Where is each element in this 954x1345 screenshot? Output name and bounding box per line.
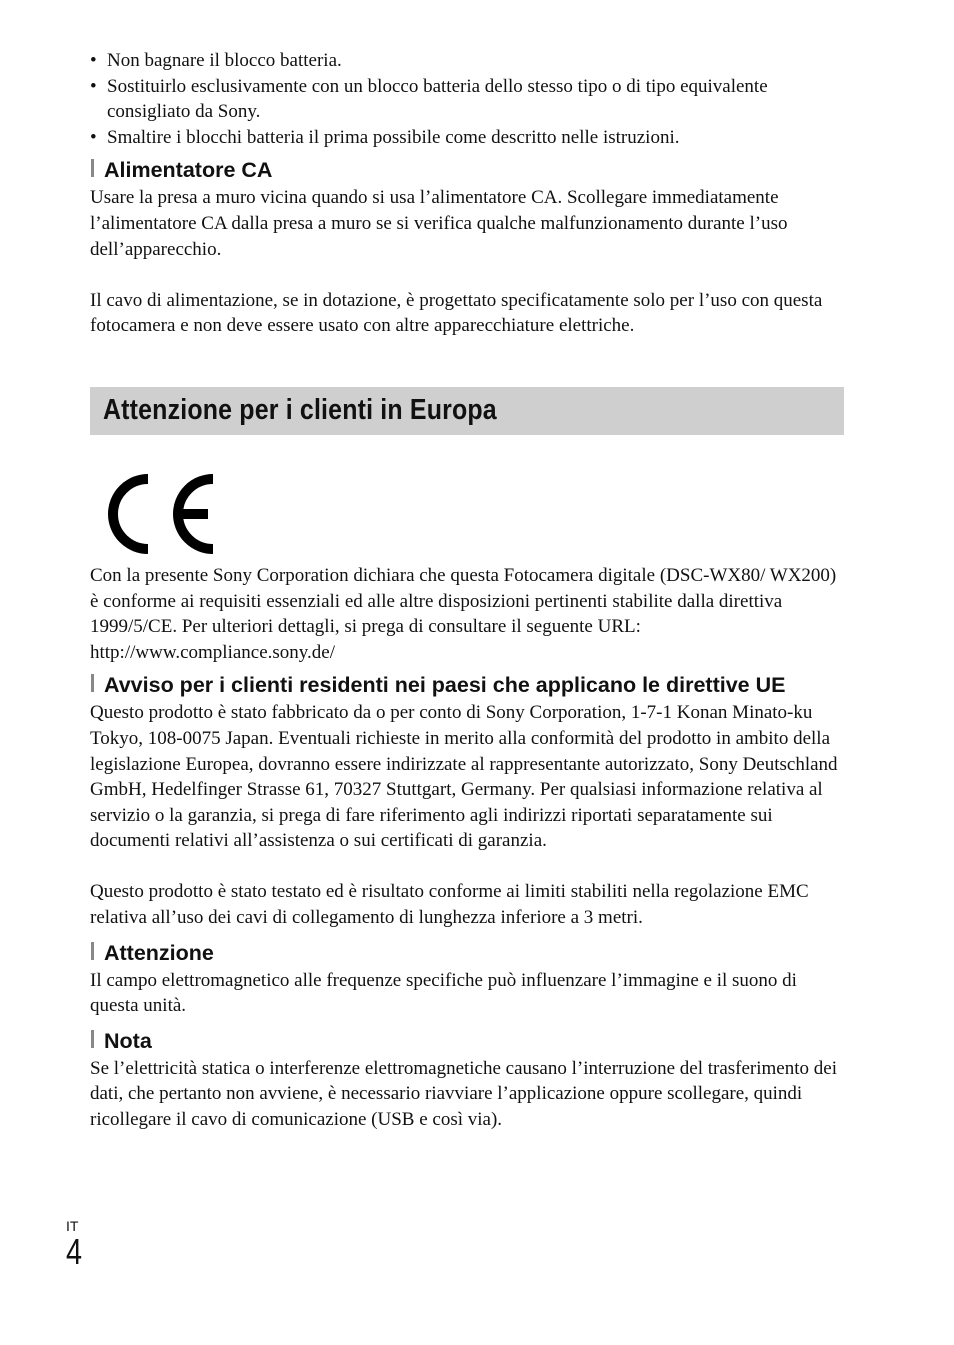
eu-notice-paragraph-2: Questo prodotto è stato testato ed è risultato conforme ai limiti stabiliti nella regolazione EMC relativa all’uso dei cavi di collegamento di lunghezza inferiore a 3 metri. [90, 881, 809, 929]
ce-mark-icon [98, 471, 216, 557]
eu-notice-heading [90, 671, 844, 700]
ce-declaration: Con la presente Sony Corporation dichiara che questa Fotocamera digitale (DSC-WX80/ WX200) è conforme ai requisiti essenziali ed alle altre disposizioni pertinenti stabilite dalla direttiva 1999/5/CE. Per ulteriori dettagli, si prega di consultare il seguente URL: http://www.compliance.sony.de/ [90, 564, 837, 663]
ac-adapter-paragraph-1: Usare la presa a muro vicina quando si usa l’alimentatore CA. Scollegare immediatamente l’alimentatore CA dalla presa a muro se si verifica qualche malfunzionamento durante l’uso dell’apparecchio. [90, 187, 788, 260]
battery-bullet-list [90, 48, 844, 150]
list-item [90, 48, 844, 74]
eu-notice-paragraph-1: Questo prodotto è stato fabbricato da o per conto di Sony Corporation, 1-7-1 Konan Minato-ku Tokyo, 108-0075 Japan. Eventuali richieste in merito alla conformità del prodotto in ambito della legislazione Europea, dovranno essere indirizzate al rappresentante autorizzato, Sony Deutschland GmbH, Hedelfinger Strasse 61, 70327 Stuttgart, Germany. Per qualsiasi informazione relativa al servizio o la garanzia, si prega di fare riferimento agli indirizzi riportati separatamente sui documenti relativi all’assistenza o sui certificati di garanzia. [90, 702, 838, 852]
bullet-text: Smaltire i blocchi batteria il prima possibile come descritto nelle istruzioni. [107, 126, 680, 148]
note-heading [90, 1027, 844, 1056]
manual-page [90, 48, 844, 1133]
heading-bar [91, 674, 94, 692]
heading-text: Attenzione [104, 940, 214, 965]
heading-text: Alimentatore CA [104, 158, 273, 183]
list-item [90, 74, 844, 125]
heading-text: Avviso per i clienti residenti nei paesi che applicano le direttive UE [104, 673, 786, 698]
bullet-text: Non bagnare il blocco batteria. [107, 50, 342, 71]
page-number-marker [66, 1218, 86, 1270]
heading-text: Nota [104, 1028, 152, 1053]
attention-text: Il campo elettromagnetico alle frequenze specifiche può influenzare l’immagine e il suono di questa unità. [90, 969, 797, 1017]
bullet-dot: • [90, 50, 97, 71]
note-text: Se l’elettricità statica o interferenze elettromagnetiche causano l’interruzione del trasferimento dei dati, che pertanto non avviene, è necessario riavviare l’applicazione oppure scollegare, quindi ricollegare il cavo di comunicazione (USB e così via). [90, 1057, 837, 1131]
ac-adapter-heading [90, 156, 844, 185]
attention-heading [90, 939, 844, 968]
ac-adapter-paragraph-2: Il cavo di alimentazione, se in dotazione, è progettato specificatamente solo per l’uso con questa fotocamera e non deve essere usato con altre apparecchiature elettriche. [90, 289, 823, 337]
bullet-dot: • [90, 75, 97, 97]
page-number: 4 [66, 1231, 83, 1272]
list-item [90, 125, 844, 151]
section-title-band [90, 387, 844, 435]
language-code: IT [66, 1218, 79, 1234]
heading-bar [91, 1030, 94, 1048]
section-title: Attenzione per i clienti in Europa [103, 394, 497, 427]
heading-bar [91, 159, 94, 177]
heading-bar [91, 942, 94, 960]
bullet-dot: • [90, 126, 97, 148]
bullet-text: Sostituirlo esclusivamente con un blocco batteria dello stesso tipo o di tipo equivalente consigliato da Sony. [107, 75, 768, 123]
